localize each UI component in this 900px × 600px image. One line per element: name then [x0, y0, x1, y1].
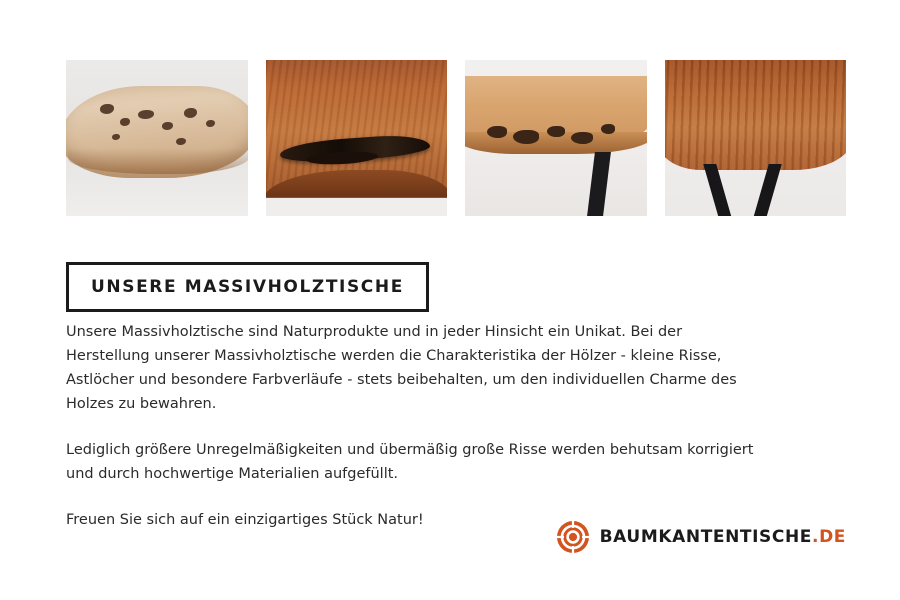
gallery-image-2[interactable] — [266, 60, 448, 216]
brand-name-main: BAUMKANTENTISCHE — [599, 527, 813, 547]
table-leg-shape — [703, 164, 731, 216]
gallery-image-1[interactable] — [66, 60, 248, 216]
live-edge-shape — [266, 170, 448, 216]
wood-knot — [571, 132, 593, 144]
product-photo-strip — [66, 60, 846, 216]
gallery-image-4[interactable] — [665, 60, 847, 216]
table-top-shape — [665, 60, 847, 170]
page-title: UNSERE MASSIVHOLZTISCHE — [91, 277, 404, 297]
brand-lockup[interactable] — [556, 520, 846, 554]
paragraph-3: Freuen Sie sich auf ein einzigartiges Stück Natur! — [66, 512, 424, 528]
baumkantentische-ring-logo-icon — [556, 520, 590, 554]
brand-name-tld: .DE — [812, 527, 846, 547]
table-leg-shape — [587, 152, 611, 216]
wood-knot — [487, 126, 507, 138]
table-leg-shape — [753, 164, 781, 216]
body-copy — [66, 320, 766, 532]
gallery-image-3[interactable] — [465, 60, 647, 216]
wood-knot — [513, 130, 539, 144]
wood-knot — [601, 124, 615, 134]
paragraph-1: Unsere Massivholztische sind Naturprodukte und in jeder Hinsicht ein Unikat. Bei der Herstellung unserer Massivholztische werden die Charakteristika der Hölzer - kleine Risse, Astlöcher und besondere Farbverläufe - stets beibehalten, um den individuellen Charme des Holzes zu bewahren. — [66, 324, 737, 412]
section-headline-box — [66, 262, 429, 312]
wood-slab-shape — [66, 86, 248, 178]
paragraph-2: Lediglich größere Unregelmäßigkeiten und übermäßig große Risse werden behutsam korrigiert und durch hochwertige Materialien aufgefüllt. — [66, 442, 754, 482]
wood-knot — [547, 126, 565, 137]
brand-name — [600, 527, 846, 547]
